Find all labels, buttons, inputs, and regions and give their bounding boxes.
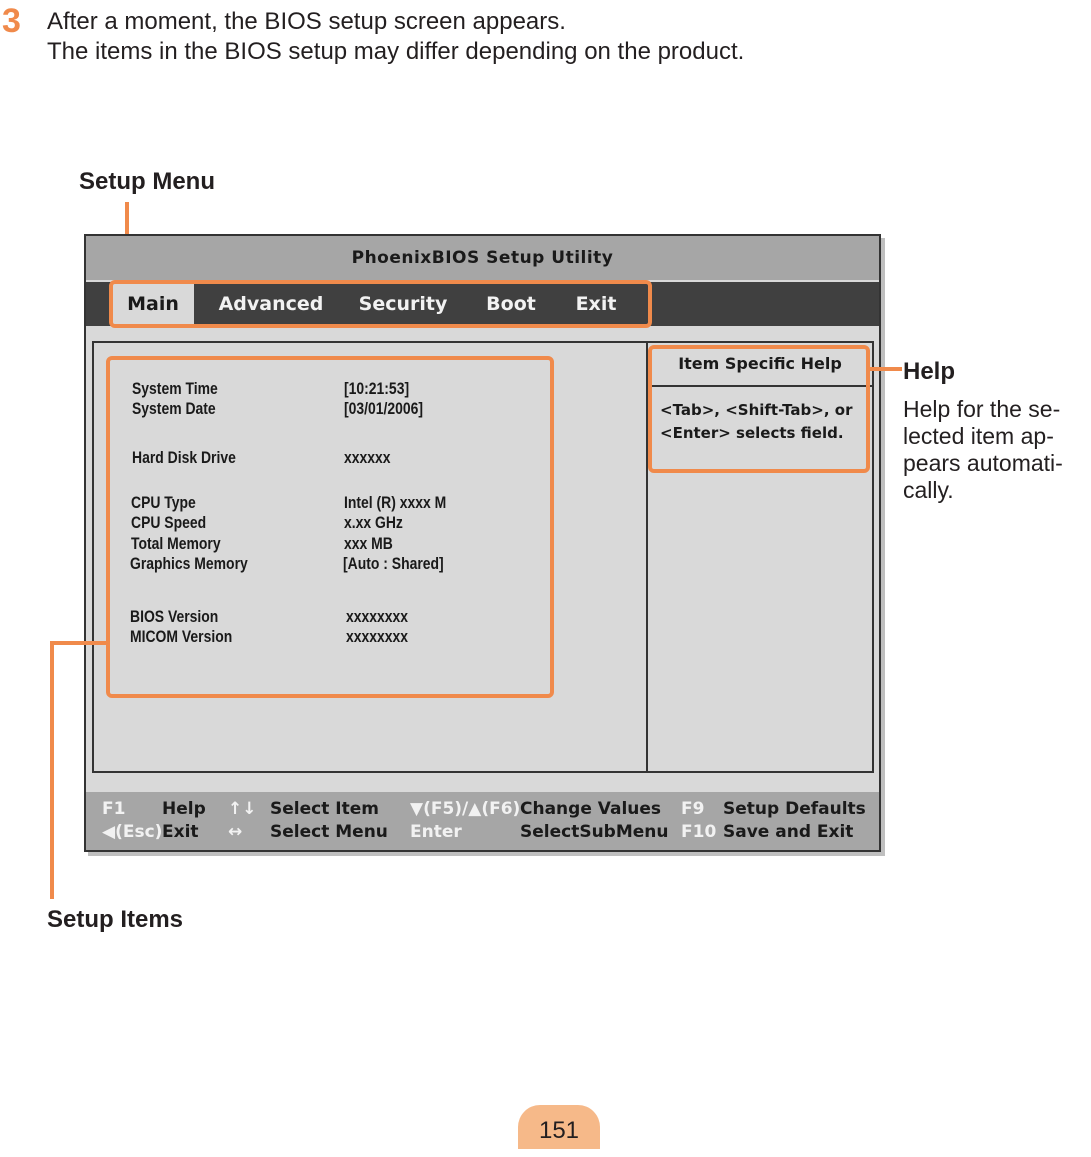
tab-boot[interactable]: Boot [486,293,536,315]
key-enter-desc: SelectSubMenu [520,822,669,842]
item-help-line-1: <Tab>, <Shift-Tab>, or [660,401,853,419]
setup-items-callout: Setup Items [47,906,184,933]
bios-title: PhoenixBIOS Setup Utility [86,236,879,280]
key-leftright-arrows: ↔ [228,822,243,842]
item-micom-version-value: xxxxxxxx [346,627,409,646]
key-updown-arrows: ↑↓ [228,799,257,819]
key-f10: F10 [681,822,717,842]
item-hdd-label: Hard Disk Drive [132,448,236,467]
item-cpu-speed-label: CPU Speed [131,513,207,532]
item-system-time-value[interactable]: [10:21:53] [344,379,410,398]
step-text-line-2: The items in the BIOS setup may differ depending on the product. [47,38,745,65]
item-graphics-memory-value[interactable]: [Auto : Shared] [343,554,444,573]
item-specific-help-header: Item Specific Help [648,343,872,387]
item-system-date-label: System Date [132,399,216,418]
item-cpu-speed-value: x.xx GHz [344,513,403,532]
item-total-memory-label: Total Memory [131,534,221,553]
key-f1: F1 [102,799,126,819]
help-callout-line: cally. [903,477,954,503]
key-f9: F9 [681,799,705,819]
key-f9-desc: Setup Defaults [723,799,866,819]
page-number: 151 [518,1105,600,1149]
tab-exit[interactable]: Exit [575,293,617,315]
step-number: 3 [2,2,21,40]
key-updown-desc: Select Item [270,799,379,819]
key-f1-desc: Help [162,799,206,819]
item-cpu-type-value: Intel (R) xxxx M [344,493,447,512]
item-help-line-2: <Enter> selects field. [660,424,844,442]
setup-items-leader-horizontal [50,641,110,645]
item-system-time-label: System Time [132,379,218,398]
item-total-memory-value: xxx MB [344,534,393,553]
tab-security[interactable]: Security [358,293,448,315]
help-callout-line: pears automati- [903,450,1063,476]
help-callout-body [903,396,1088,504]
help-leader-line [868,367,902,371]
key-enter: Enter [410,822,462,842]
item-bios-version-value: xxxxxxxx [346,607,409,626]
key-f5-f6-desc: Change Values [520,799,662,819]
tab-advanced[interactable]: Advanced [218,293,324,315]
setup-items-highlight [106,356,554,698]
setup-items-leader-vertical [50,641,54,899]
setup-menu-callout: Setup Menu [79,168,215,195]
bios-footer-keys [86,792,879,850]
help-callout-title: Help [903,358,956,385]
key-esc: ◀(Esc) [102,822,163,842]
key-esc-desc: Exit [162,822,199,842]
help-highlight [648,345,870,473]
tab-main[interactable]: Main [112,282,194,326]
item-graphics-memory-label: Graphics Memory [130,554,248,573]
help-callout-line: lected item ap- [903,423,1054,449]
key-f5-f6: ▼(F5)/▲(F6) [410,799,521,819]
setup-menu-highlight [109,280,652,328]
step-text-line-1: After a moment, the BIOS setup screen appears. [47,8,566,35]
key-f10-desc: Save and Exit [723,822,854,842]
help-callout-line: Help for the se- [903,396,1061,422]
item-bios-version-label: BIOS Version [130,607,219,626]
key-leftright-desc: Select Menu [270,822,388,842]
item-system-date-value[interactable]: [03/01/2006] [344,399,424,418]
item-micom-version-label: MICOM Version [130,627,233,646]
item-hdd-value[interactable]: xxxxxx [344,448,391,467]
item-cpu-type-label: CPU Type [131,493,196,512]
